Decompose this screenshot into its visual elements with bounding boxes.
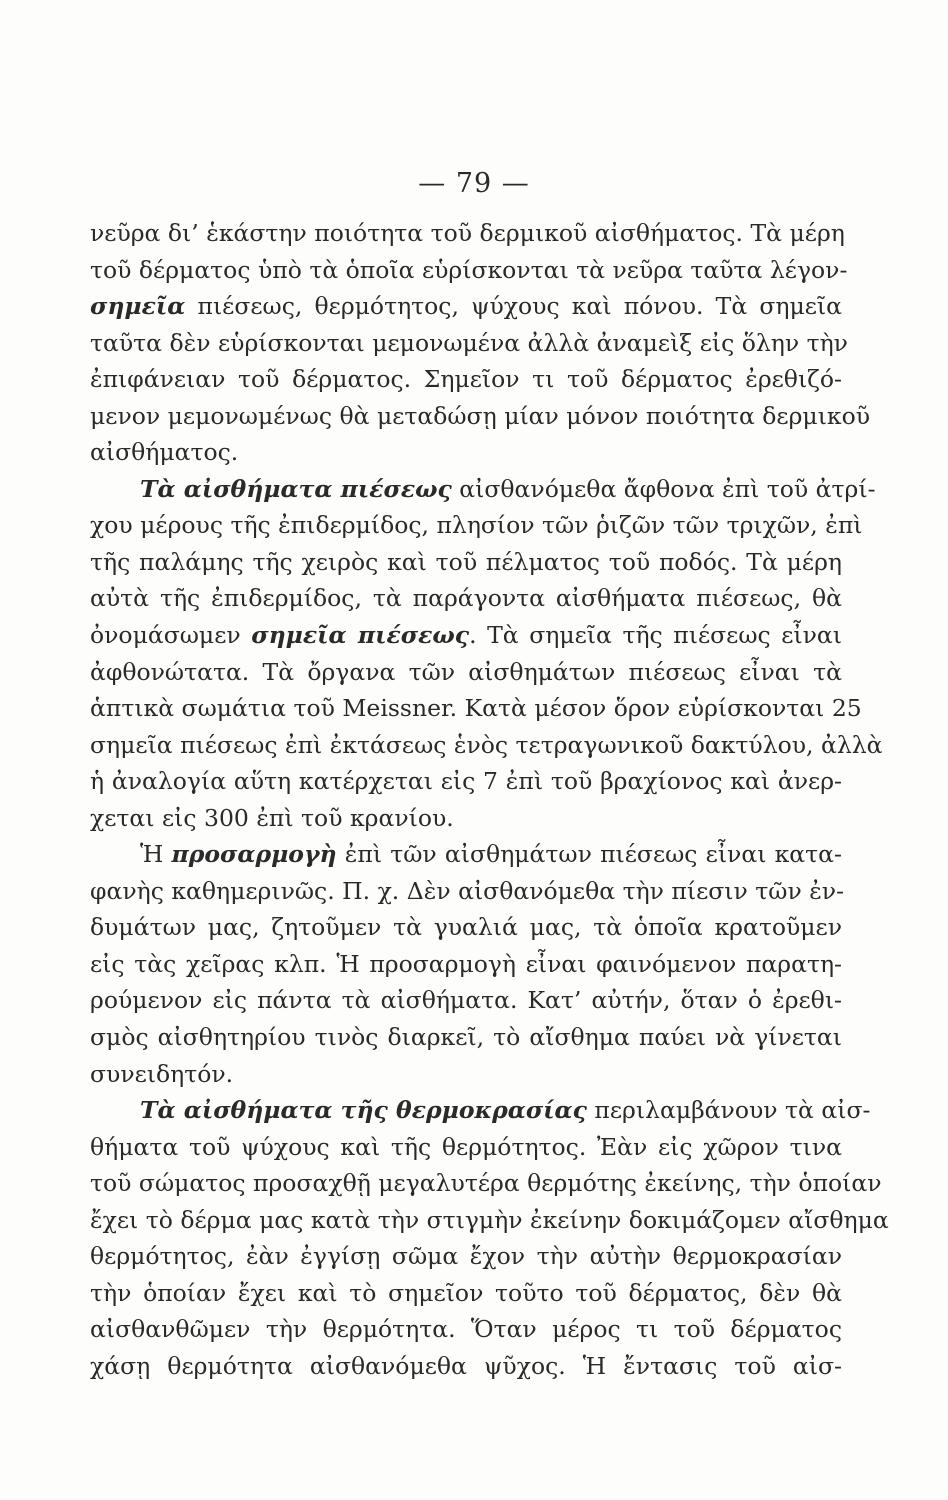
text-line: [90, 1129, 842, 1166]
emphasized-term: σημεῖα: [90, 292, 186, 321]
text-line: [90, 800, 842, 837]
text-segment: τοῦ σώματος προσαχθῇ μεγαλυτέρα θερμότης ἐκείνης, τὴν ὁποίαν: [90, 1169, 882, 1198]
text-segment: σημεῖα πιέσεως ἐπὶ ἐκτάσεως ἑνὸς τετραγωνικοῦ δακτύλου, ἀλλὰ: [90, 730, 883, 759]
emphasized-term: σημεῖα πιέσεως: [251, 621, 470, 650]
text-segment: συνειδητόν.: [90, 1059, 234, 1088]
text-line: [90, 1348, 842, 1385]
text-segment: τὴν ὁποίαν ἔχει καὶ τὸ σημεῖον τοῦτο τοῦ δέρματος, δὲν θὰ: [90, 1278, 842, 1307]
text-segment: ἁπτικὰ σωμάτια τοῦ Meissner. Κατὰ μέσον ὅρον εὑρίσκονται 25: [90, 694, 862, 723]
text-line: [90, 1165, 882, 1202]
text-segment: ἐπὶ τῶν αἰσθημάτων πιέσεως εἶναι κατα-: [336, 840, 842, 869]
page-number: — 79 —: [418, 168, 530, 199]
text-segment: ρούμενον εἰς πάντα τὰ αἰσθήματα. Κατ’ αὐτήν, ὅταν ὁ ἐρεθι-: [90, 986, 842, 1015]
text-line: [90, 982, 842, 1019]
text-line: [90, 507, 863, 544]
text-segment: δυμάτων μας, ζητοῦμεν τὰ γυαλιά μας, τὰ ὁποῖα κρατοῦμεν: [90, 913, 842, 942]
text-line: [90, 763, 842, 800]
text-line: [90, 654, 842, 691]
text-line: [90, 288, 842, 325]
text-segment: εἰς τὰς χεῖρας κλπ. Ἡ προσαρμογὴ εἶναι φαινόμενον παρατη-: [90, 949, 842, 978]
text-segment: ἔχει τὸ δέρμα μας κατὰ τὴν στιγμὴν ἐκείνην δοκιμάζομεν αἴσθημα: [90, 1205, 889, 1234]
text-segment: . Τὰ σημεῖα τῆς πιέσεως εἶναι: [469, 621, 842, 650]
emphasized-term: προσαρμογὴ: [171, 840, 337, 869]
text-segment: ταῦτα δὲν εὑρίσκονται μεμονωμένα ἀλλὰ ἀναμεὶξ εἰς ὅλην τὴν: [90, 328, 848, 357]
text-line: [90, 873, 845, 910]
text-line: [90, 1311, 842, 1348]
text-segment: ὀνομάσωμεν: [90, 621, 252, 650]
text-line: [90, 836, 842, 873]
text-segment: ἐπιφάνειαν τοῦ δέρματος. Σημεῖον τι τοῦ δέρματος ἐρεθιζό-: [90, 365, 842, 394]
text-segment: αὐτὰ τῆς ἐπιδερμίδος, τὰ παράγοντα αἰσθήματα πιέσεως, θὰ: [90, 584, 842, 613]
text-segment: σμὸς αἰσθητηρίου τινὸς διαρκεῖ, τὸ αἴσθημα παύει νὰ γίνεται: [90, 1023, 842, 1052]
body-text: [90, 215, 889, 1385]
text-segment: ἀφθονώτατα. Τὰ ὄργανα τῶν αἰσθημάτων πιέσεως εἶναι τὰ: [90, 657, 842, 686]
text-segment: περιλαμβάνουν τὰ αἰσ-: [586, 1096, 871, 1125]
text-line: [90, 1275, 842, 1312]
text-line: [90, 1019, 842, 1056]
text-segment: Ἡ: [140, 840, 172, 869]
text-line: [90, 252, 848, 289]
text-segment: αἰσθανόμεθα ἄφθονα ἐπὶ τοῦ ἀτρί-: [451, 474, 876, 503]
text-line: [90, 1238, 842, 1275]
text-line: [90, 727, 883, 764]
text-line: [90, 544, 842, 581]
text-segment: ἡ ἀναλογία αὕτη κατέρχεται εἰς 7 ἐπὶ τοῦ βραχίονος καὶ ἀνερ-: [90, 767, 842, 796]
text-line: [90, 215, 845, 252]
text-segment: αἰσθανθῶμεν τὴν θερμότητα. Ὅταν μέρος τι τοῦ δέρματος: [90, 1315, 842, 1344]
text-line: [90, 1202, 889, 1239]
text-segment: τοῦ δέρματος ὑπὸ τὰ ὁποῖα εὑρίσκονται τὰ νεῦρα ταῦτα λέγον-: [90, 255, 848, 284]
text-line: [90, 690, 862, 727]
emphasized-term: Τὰ αἰσθήματα τῆς θερμοκρασίας: [140, 1096, 587, 1125]
text-segment: θερμότητος, ἐὰν ἐγγίσῃ σῶμα ἔχον τὴν αὐτὴν θερμοκρασίαν: [90, 1242, 842, 1271]
text-line: [90, 1056, 842, 1093]
text-line: [90, 361, 842, 398]
text-line: [90, 398, 871, 435]
text-segment: αἰσθήματος.: [90, 438, 239, 467]
text-line: [90, 909, 842, 946]
text-segment: νεῦρα δι’ ἑκάστην ποιότητα τοῦ δερμικοῦ αἰσθήματος. Τὰ μέρη: [90, 219, 845, 247]
text-segment: μενον μεμονωμένως θὰ μεταδώσῃ μίαν μόνον ποιότητα δερμικοῦ: [90, 401, 871, 430]
text-segment: τῆς παλάμης τῆς χειρὸς καὶ τοῦ πέλματος τοῦ ποδός. Τὰ μέρη: [90, 547, 842, 576]
text-segment: πιέσεως, θερμότητος, ψύχους καὶ πόνου. Τὰ σημεῖα: [185, 292, 842, 321]
text-line: [90, 1092, 871, 1129]
text-line: [90, 434, 842, 471]
text-line: [90, 325, 848, 362]
text-segment: χου μέρους τῆς ἐπιδερμίδος, πλησίον τῶν ῥιζῶν τῶν τριχῶν, ἐπὶ: [90, 511, 863, 540]
text-line: [90, 617, 842, 654]
text-segment: θήματα τοῦ ψύχους καὶ τῆς θερμότητος. Ἐὰν εἰς χῶρον τινα: [90, 1132, 842, 1161]
text-segment: χάσῃ θερμότητα αἰσθανόμεθα ψῦχος. Ἡ ἔντασις τοῦ αἰσ-: [90, 1351, 842, 1380]
text-line: [90, 471, 876, 508]
text-line: [90, 580, 842, 617]
emphasized-term: Τὰ αἰσθήματα πιέσεως: [140, 474, 452, 503]
text-segment: χεται εἰς 300 ἐπὶ τοῦ κρανίου.: [90, 803, 454, 832]
text-segment: φανὴς καθημερινῶς. Π. χ. Δὲν αἰσθανόμεθα τὴν πίεσιν τῶν ἐν-: [90, 876, 845, 905]
text-line: [90, 946, 842, 983]
